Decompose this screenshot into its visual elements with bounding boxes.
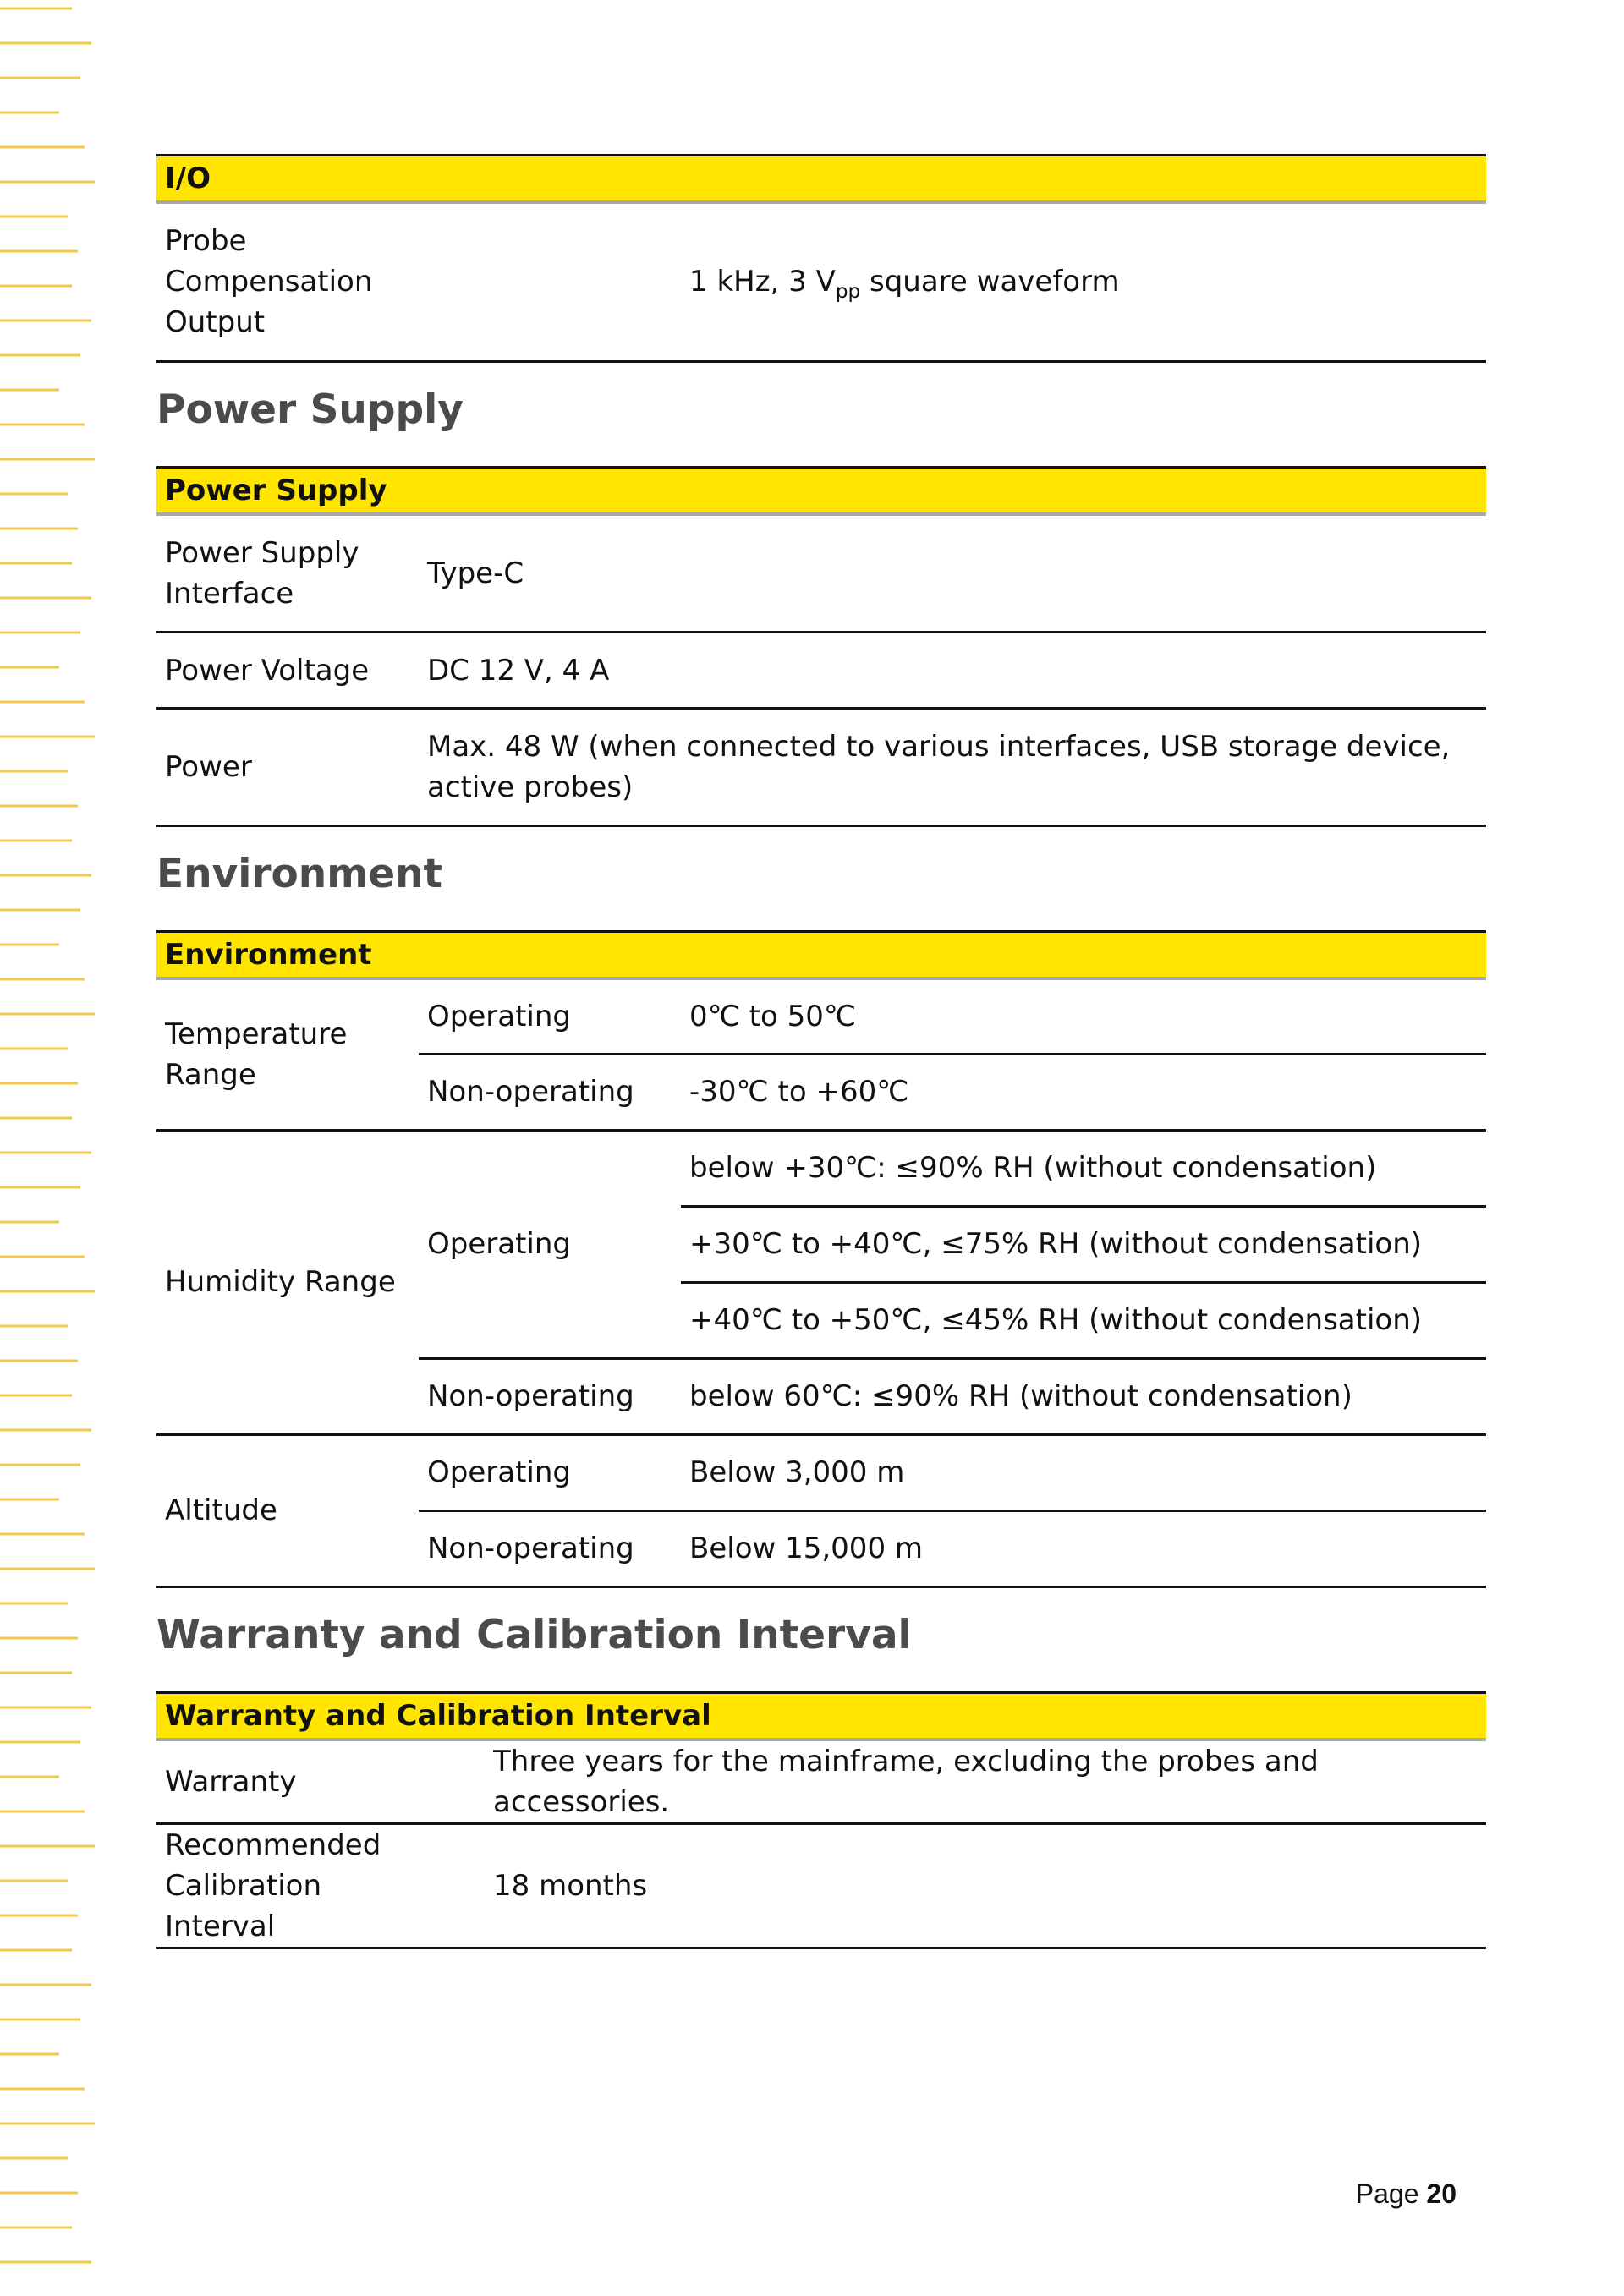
row-value: Three years for the mainframe, excluding the probes and accessories. bbox=[485, 1740, 1486, 1824]
power-table-header: Power Supply bbox=[156, 467, 1486, 514]
io-table bbox=[156, 154, 1486, 363]
temperature-label-text: Temperature Range bbox=[165, 1016, 348, 1092]
warranty-table-header-row bbox=[156, 1692, 1486, 1740]
section-heading-environment: Environment bbox=[156, 851, 443, 897]
row-label-text: Recommended Calibration Interval bbox=[165, 1827, 381, 1943]
humidity-label: Humidity Range bbox=[156, 1130, 419, 1434]
row-label: Power Supply Interface bbox=[156, 514, 419, 633]
table-row bbox=[156, 514, 1486, 633]
row-label bbox=[156, 202, 681, 361]
environment-table-header-row bbox=[156, 932, 1486, 979]
edge-decoration bbox=[0, 0, 97, 2296]
condition-label: Operating bbox=[419, 1434, 681, 1510]
condition-label: Operating bbox=[419, 1130, 681, 1358]
temperature-label bbox=[156, 978, 419, 1130]
condition-value: below +30℃: ≤90% RH (without condensation) bbox=[681, 1130, 1486, 1206]
row-label: Warranty bbox=[156, 1740, 485, 1824]
altitude-label: Altitude bbox=[156, 1434, 419, 1586]
row-value-subscript: pp bbox=[835, 281, 861, 304]
table-row bbox=[156, 709, 1486, 826]
row-value: Max. 48 W (when connected to various interfaces, USB storage device, active probes) bbox=[419, 709, 1486, 826]
environment-table-header: Environment bbox=[156, 932, 1486, 979]
row-label: Power Voltage bbox=[156, 633, 419, 709]
page-footer bbox=[1356, 2178, 1457, 2210]
spec-document bbox=[156, 154, 1486, 1949]
row-value-suffix: square waveform bbox=[860, 265, 1120, 299]
condition-value: Below 15,000 m bbox=[681, 1510, 1486, 1586]
table-row bbox=[156, 978, 1486, 1054]
row-value: Type-C bbox=[419, 514, 1486, 633]
condition-label: Operating bbox=[419, 978, 681, 1054]
power-table bbox=[156, 466, 1486, 828]
condition-value: below 60℃: ≤90% RH (without condensation) bbox=[681, 1358, 1486, 1434]
warranty-table bbox=[156, 1691, 1486, 1949]
row-label bbox=[156, 1823, 485, 1948]
table-row bbox=[156, 1823, 1486, 1948]
table-row bbox=[156, 1740, 1486, 1824]
row-value: DC 12 V, 4 A bbox=[419, 633, 1486, 709]
table-row bbox=[156, 1130, 1486, 1206]
condition-value: -30℃ to +60℃ bbox=[681, 1054, 1486, 1130]
row-label-text: Probe Compensation Output bbox=[165, 224, 373, 340]
condition-value: +40℃ to +50℃, ≤45% RH (without condensation) bbox=[681, 1282, 1486, 1358]
condition-value: 0℃ to 50℃ bbox=[681, 978, 1486, 1054]
row-value bbox=[681, 202, 1486, 361]
condition-label: Non-operating bbox=[419, 1358, 681, 1434]
environment-table bbox=[156, 930, 1486, 1588]
power-table-header-row bbox=[156, 467, 1486, 514]
row-value-prefix: 1 kHz, 3 V bbox=[689, 265, 836, 299]
condition-label: Non-operating bbox=[419, 1054, 681, 1130]
condition-value: Below 3,000 m bbox=[681, 1434, 1486, 1510]
section-heading-power: Power Supply bbox=[156, 386, 464, 433]
page-label: Page bbox=[1355, 2178, 1419, 2209]
row-value: 18 months bbox=[485, 1823, 1486, 1948]
io-table-header: I/O bbox=[156, 156, 1486, 203]
table-row bbox=[156, 202, 1486, 361]
table-row bbox=[156, 633, 1486, 709]
condition-value: +30℃ to +40℃, ≤75% RH (without condensation) bbox=[681, 1206, 1486, 1282]
section-heading-warranty: Warranty and Calibration Interval bbox=[156, 1611, 912, 1658]
row-label: Power bbox=[156, 709, 419, 826]
table-row bbox=[156, 1434, 1486, 1510]
page-number: 20 bbox=[1426, 2178, 1457, 2209]
condition-label: Non-operating bbox=[419, 1510, 681, 1586]
io-table-header-row bbox=[156, 156, 1486, 203]
warranty-table-header: Warranty and Calibration Interval bbox=[156, 1692, 1486, 1740]
